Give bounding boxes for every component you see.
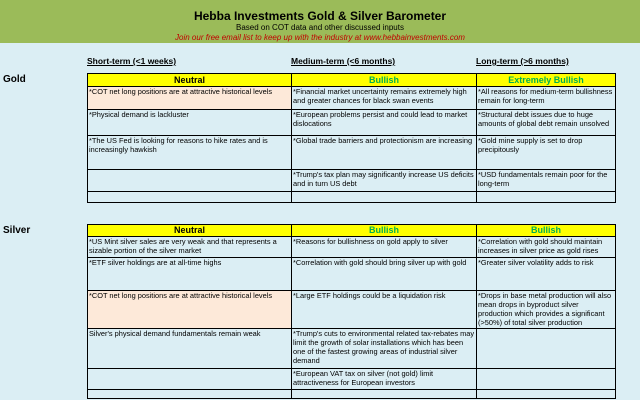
column-header-short-term: Short-term (<1 weeks) xyxy=(87,56,177,66)
silver-medium-reason: *Trump's cuts to environmental related tax-rebates may limit the growth of solar installations which has been one of the fastest growing areas of industrial silver demand xyxy=(292,329,477,369)
silver-medium-reason: *Reasons for bullishness on gold apply to silver xyxy=(292,237,477,258)
silver-short-reason: *ETF silver holdings are at all-time highs xyxy=(88,258,292,291)
silver-long-reason: *Drops in base metal production will also mean drops in byproduct silver production which provides a significant (>50%) of total silver production xyxy=(477,291,616,329)
page-title: Hebba Investments Gold & Silver Barometer xyxy=(193,9,447,23)
silver-medium-reason: *Correlation with gold should bring silver up with gold xyxy=(292,258,477,291)
column-header-medium-term: Medium-term (<6 months) xyxy=(291,56,396,66)
page-subtitle: Based on COT data and other discussed inputs xyxy=(236,23,404,32)
silver-rating-row xyxy=(88,225,616,237)
gold-label: Gold xyxy=(3,74,26,85)
table-row xyxy=(88,192,616,203)
table-row xyxy=(88,87,616,110)
gold-medium-reason: *Financial market uncertainty remains extremely high and greater chances for black swan events xyxy=(292,87,477,110)
table-row xyxy=(88,369,616,390)
gold-short-reason: *The US Fed is looking for reasons to hike rates and is increasingly hawkish xyxy=(88,136,292,170)
table-row xyxy=(88,258,616,291)
silver-medium-reason xyxy=(292,390,477,399)
silver-label: Silver xyxy=(3,225,31,236)
silver-medium-reason: *Large ETF holdings could be a liquidation risk xyxy=(292,291,477,329)
silver-long-reason: *Greater silver volatility adds to risk xyxy=(477,258,616,291)
email-signup-text: Join our free email list to keep up with the industry at www.hebbainvestments.com xyxy=(175,33,465,42)
column-header-long-term: Long-term (>6 months) xyxy=(476,56,569,66)
silver-short-reason: *COT net long positions are at attractive historical levels xyxy=(88,291,292,329)
silver-short-reason: *US Mint silver sales are very weak and that represents a sizable portion of the silver market xyxy=(88,237,292,258)
gold-long-rating: Extremely Bullish xyxy=(477,74,616,87)
gold-short-reason: *Physical demand is lackluster xyxy=(88,110,292,136)
gold-long-reason: *Gold mine supply is set to drop precipitously xyxy=(477,136,616,170)
silver-short-reason xyxy=(88,390,292,399)
gold-table xyxy=(87,73,616,203)
gold-medium-reason: *European problems persist and could lead to market dislocations xyxy=(292,110,477,136)
silver-long-reason xyxy=(477,329,616,369)
table-row xyxy=(88,170,616,192)
silver-short-rating: Neutral xyxy=(88,225,292,237)
silver-long-reason xyxy=(477,369,616,390)
table-row xyxy=(88,329,616,369)
gold-short-reason: *COT net long positions are at attractive historical levels xyxy=(88,87,292,110)
gold-long-reason: *Structural debt issues due to huge amounts of global debt remain unsolved xyxy=(477,110,616,136)
gold-medium-reason: *Global trade barriers and protectionism are increasing xyxy=(292,136,477,170)
silver-long-reason: *Correlation with gold should maintain increases in silver price as gold rises xyxy=(477,237,616,258)
silver-table xyxy=(87,224,616,399)
gold-medium-rating: Bullish xyxy=(292,74,477,87)
silver-long-reason xyxy=(477,390,616,399)
table-row xyxy=(88,291,616,329)
gold-long-reason: *All reasons for medium-term bullishness remain for long-term xyxy=(477,87,616,110)
gold-medium-reason: *Trump's tax plan may significantly increase US deficits and in turn US debt xyxy=(292,170,477,192)
silver-short-reason xyxy=(88,369,292,390)
gold-rating-row xyxy=(88,74,616,87)
gold-medium-reason xyxy=(292,192,477,203)
table-row xyxy=(88,390,616,399)
gold-short-reason xyxy=(88,192,292,203)
gold-short-rating: Neutral xyxy=(88,74,292,87)
table-row xyxy=(88,110,616,136)
page-header xyxy=(0,0,640,43)
gold-long-reason: *USD fundamentals remain poor for the long-term xyxy=(477,170,616,192)
silver-short-reason: Silver's physical demand fundamentals remain weak xyxy=(88,329,292,369)
silver-medium-rating: Bullish xyxy=(292,225,477,237)
silver-long-rating: Bullish xyxy=(477,225,616,237)
silver-medium-reason: *European VAT tax on silver (not gold) limit attractiveness for European investors xyxy=(292,369,477,390)
table-row xyxy=(88,237,616,258)
gold-long-reason xyxy=(477,192,616,203)
table-row xyxy=(88,136,616,170)
gold-short-reason xyxy=(88,170,292,192)
